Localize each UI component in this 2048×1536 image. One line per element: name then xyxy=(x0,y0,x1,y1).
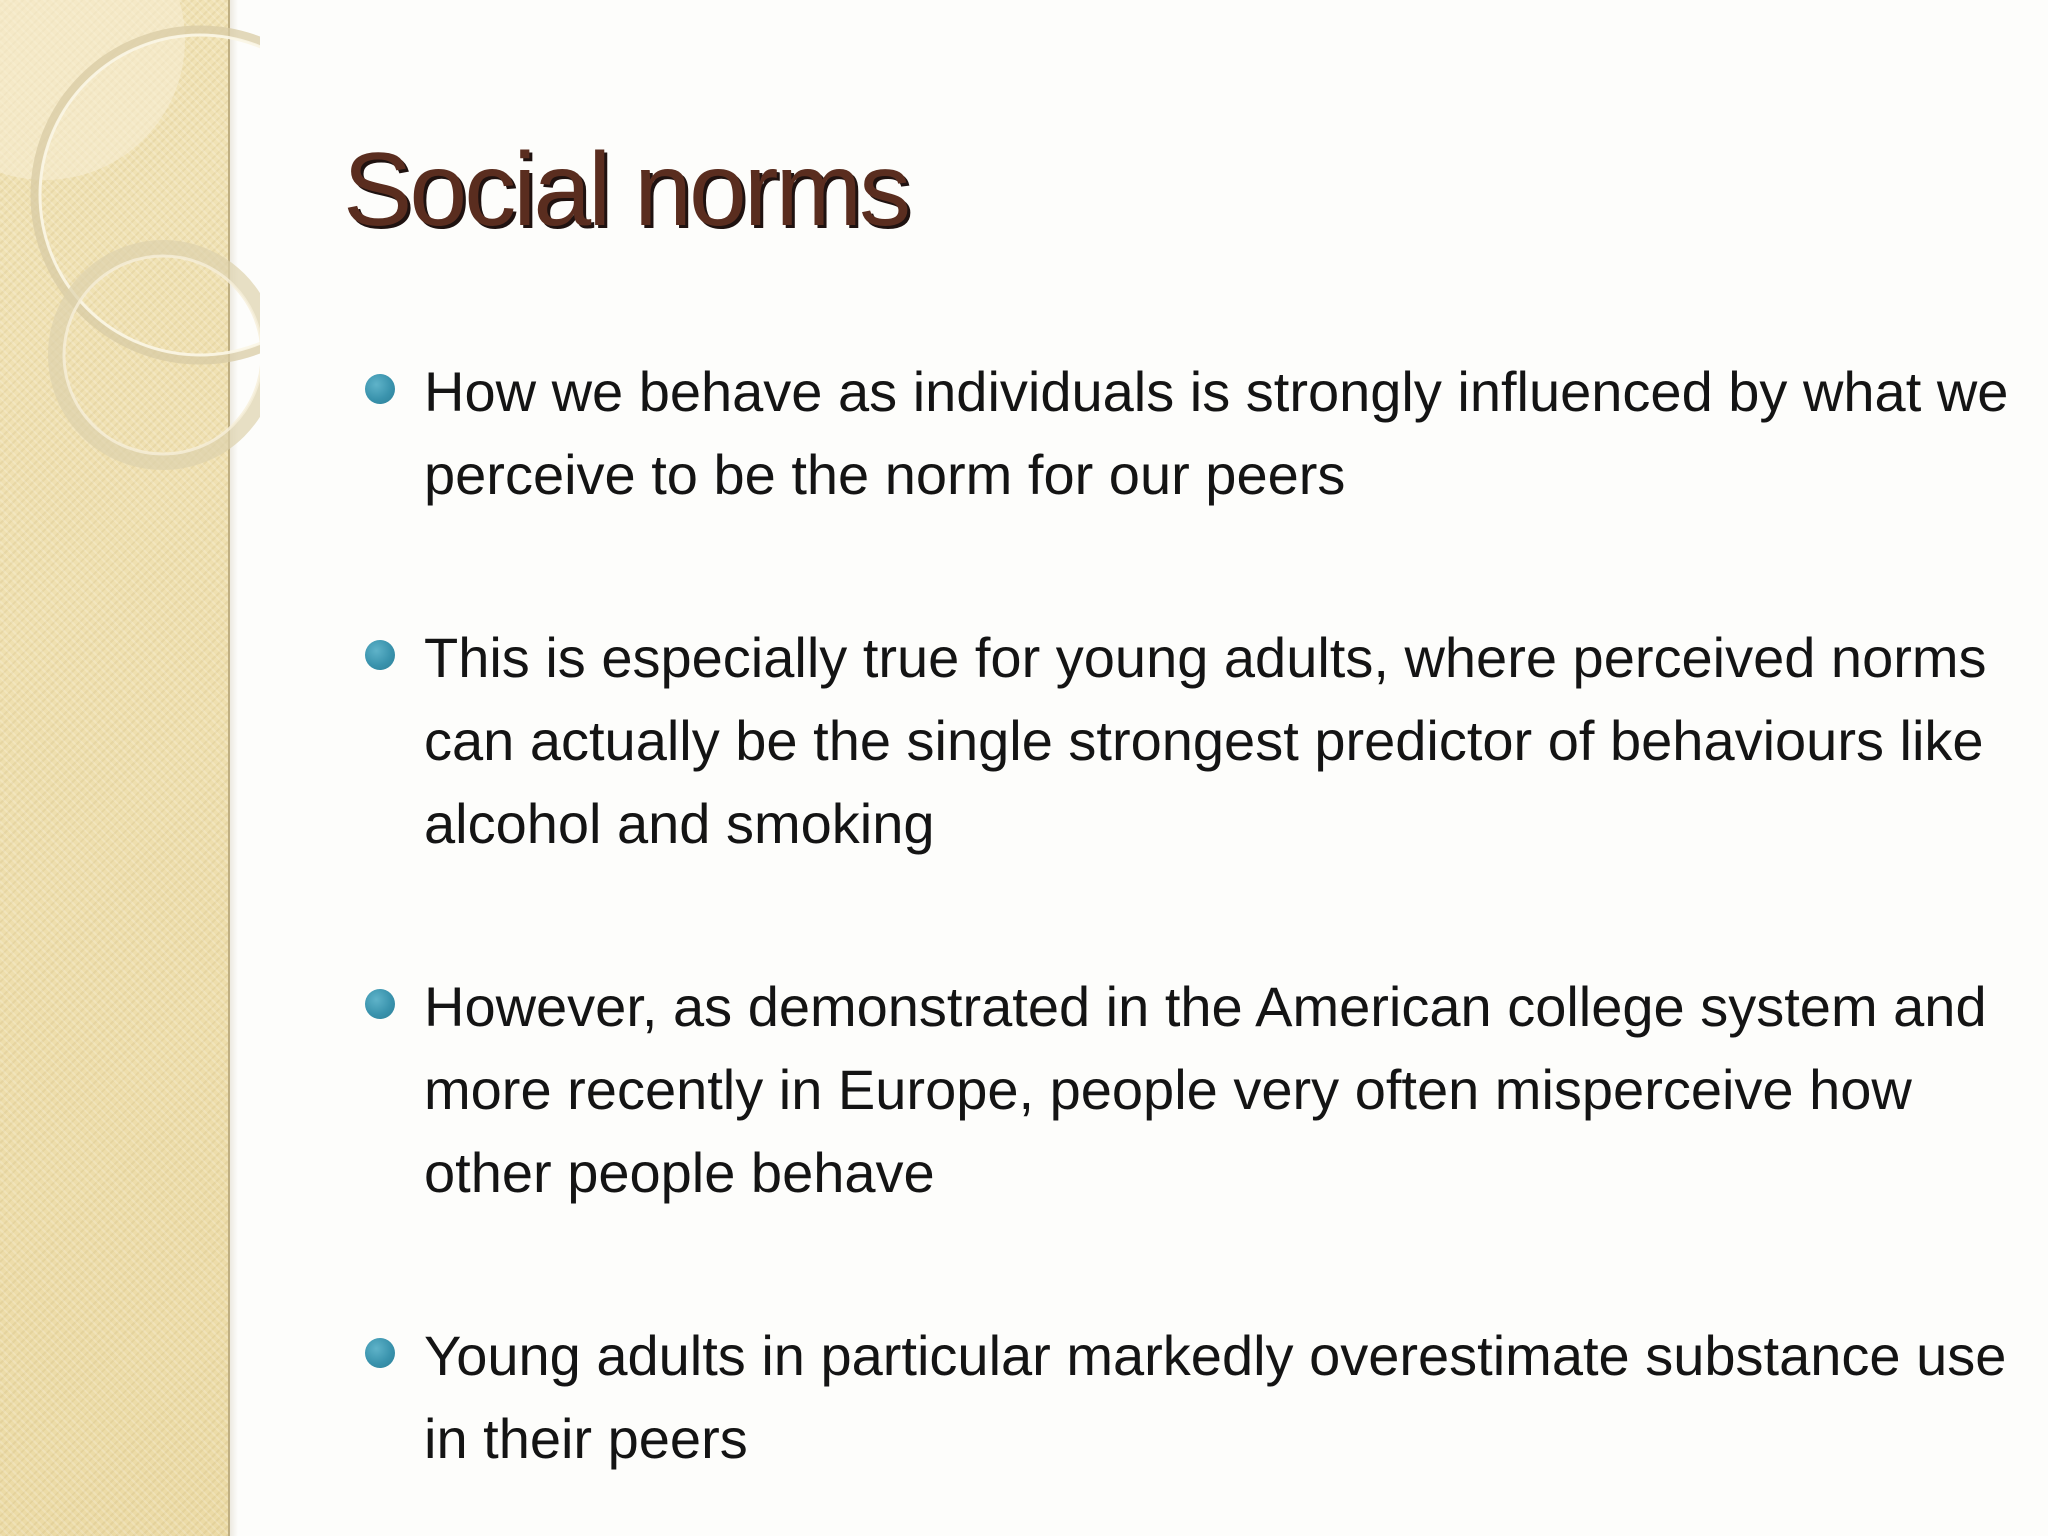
bullet-text: How we behave as individuals is strongly influenced by what we perceive to be the norm for our peers xyxy=(424,360,2009,506)
bullet-item xyxy=(360,616,2010,865)
bullet-list xyxy=(360,350,2010,1480)
bullet-text: Young adults in particular markedly overestimate substance use in their peers xyxy=(424,1324,2007,1470)
bullet-marker-icon xyxy=(365,1338,395,1368)
bullet-text: However, as demonstrated in the American college system and more recently in Europe, people very often misperceive how other people behave xyxy=(424,975,1987,1204)
bullet-item xyxy=(360,1314,2010,1480)
decorative-rings xyxy=(0,0,260,520)
bullet-marker-icon xyxy=(365,989,395,1019)
bullet-marker-icon xyxy=(365,640,395,670)
bullet-text: This is especially true for young adults, where perceived norms can actually be the single strongest predictor of behaviours like alcohol and smoking xyxy=(424,626,1987,855)
bullet-marker-icon xyxy=(365,374,395,404)
bullet-item xyxy=(360,350,2010,516)
slide-title: Social norms xyxy=(343,132,909,248)
bullet-item xyxy=(360,965,2010,1214)
